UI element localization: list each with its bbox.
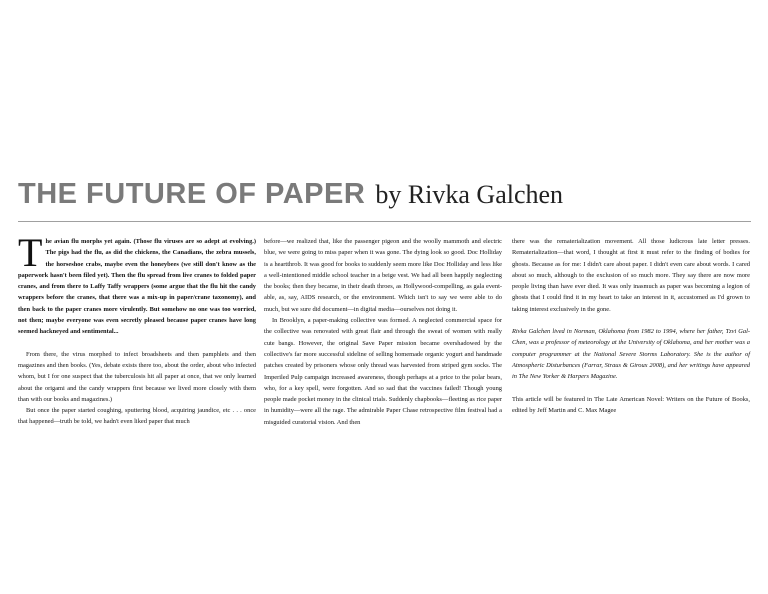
article-byline: by Rivka Galchen [375,180,564,209]
column-2 [264,236,502,428]
paragraph: But once the paper started coughing, sputtering blood, acquiring jaundice, etc . . . once that happened—truth be told, we hadn't even liked paper that much [18,407,256,426]
lead-paragraph [18,230,256,338]
publication-note: This article will be featured in The Late American Novel: Writers on the Future of Books, edited by Jeff Martin and C. Max Magee [512,395,750,414]
article-title: THE FUTURE OF PAPER [18,178,366,210]
paragraph: In Brooklyn, a paper-making collective was formed. A neglected commercial space for the collective was renovated with great flair and through the sweat of women with really cute bangs. However, the original Save Paper mission became overshadowed by the collective's far more successful sideline of selling homemade organic yogurt and handmade patches created by prisoners whose only thread was harvested from striped gym socks. The Imperiled Pulp campaign increased awareness, though perhaps at a price to the polar bears, who, for a key spell, were forgotten. And so sad that the vaccines failed! Though young people made pocket money in the clinical trials. Suddenly chapbooks—fleeting as rice paper in humidity—were all the rage. The admirable Paper Chase retrospective film festival had a misguided curatorial vision. And then [264,317,502,426]
author-bio: Rivka Galchen lived in Norman, Oklahoma from 1982 to 1994, where her father, Tzvi Gal-Chen, was a professor of meteorology at the University of Oklahoma, and her mother was a computer programmer at the National Severe Storms Laboratory. She is the author of Atmospheric Disturbances (Farrar, Straus & Giroux 2008), and her writings have appeared in The New Yorker & Harpers Magazine. [512,328,750,381]
paragraph-gap [512,315,750,326]
header-rule [18,221,751,222]
drop-cap: T [18,230,43,275]
paragraph: before—we realized that, like the passenger pigeon and the woolly mammoth and electric blue, we were going to miss paper when it was gone. The dying look so good. Doc Holliday is a heartthrob. It was good for books to suddenly seem more like Doc Holliday and less like a well-intentioned middle school teacher in a beige vest. We had all been happily neglecting the books; then they became, in their death throes, as Hollywood-compelling, as gala event-able, as, say, AIDS research, or the environment. Which isn't to say we were able to do much, but we sure did document—in digital media—ourselves not doing it. [264,238,502,313]
column-1 [18,230,256,428]
paragraph: there was the rematerialization movement. All those ludicrous late letter presses. Rematerialization—that word, I thought at first it must refer to the finding of bodies for ghosts. Because as for me: I didn't care about paper. I didn't even care about words. I cared about so much, although to the exclusion of so much more. They say there are now more people living than have ever died. It was only inasmuch as paper was becoming a legion of ghosts that I could find it in my heart to take an interest in it, accustomed as I'd grown to taking interest exclusively in the gone. [512,238,750,313]
column-3 [512,236,750,416]
paragraph-gap [18,338,256,349]
article-header [18,178,758,214]
lead-text: he avian flu morphs yet again. (Those flu viruses are so adept at evolving.) The pigs had the flu, as did the chickens, the Canadians, the zebra mussels, the horseshoe crabs, maybe even the honeybees (we still don't know as the paperwork hasn't been filed yet). Then the flu spread from live cranes to folded paper cranes, and from there to Laffy Taffy wrappers (some argue that the flu hit the candy wrappers before the cranes, that there was a mix-up in paper/crane taxonomy), and then back to the paper cranes more virulently. But somehow no one was too worried, not then; maybe everyone was even secretly pleased because paper cranes have long seemed hackneyed and sentimental... [18,238,256,336]
paragraph-gap [512,383,750,394]
paragraph: From there, the virus morphed to infect broadsheets and then pamphlets and then magazines and then books. (Yes, debate exists there too, about the order, about who infected whom, but I for one suspect that the tuberculosis hit all paper at once, that we only learned about the origami and the candy wrappers first because we lived more closely with them than with our books and magazines.) [18,350,256,403]
